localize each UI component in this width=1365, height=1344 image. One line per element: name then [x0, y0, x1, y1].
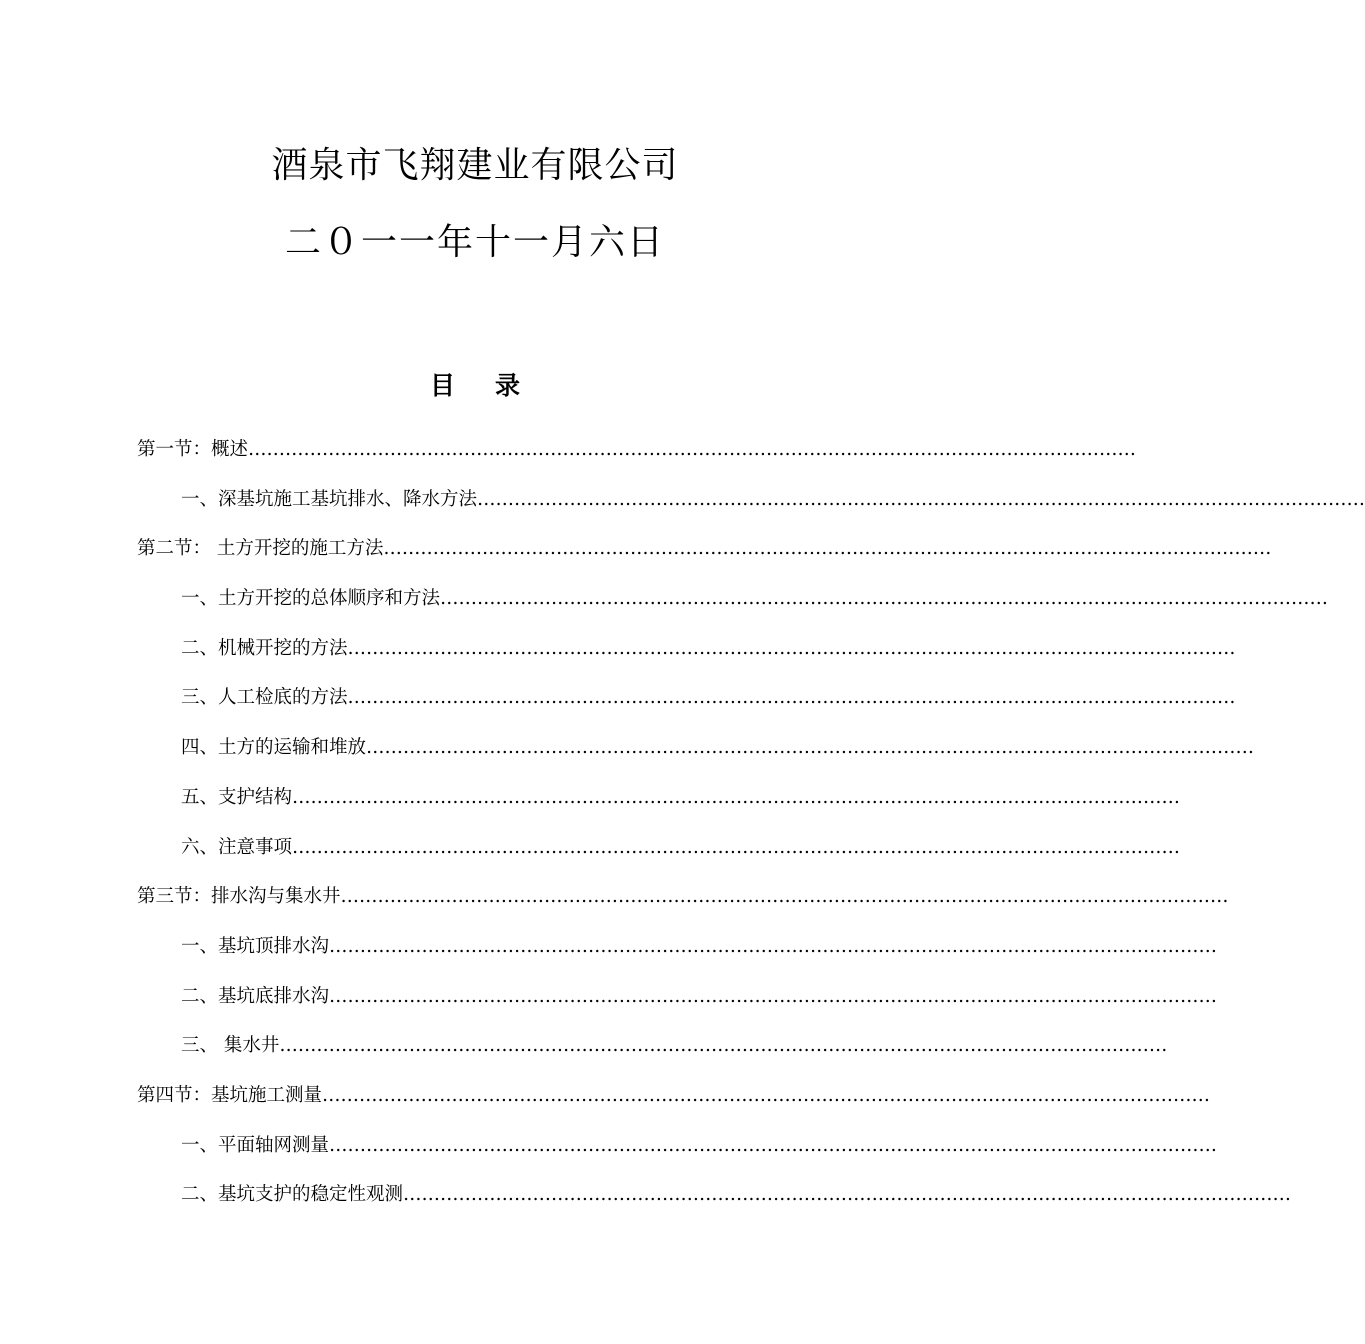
toc-entry-section-4[interactable]	[137, 1076, 1211, 1126]
toc-entry-subsection[interactable]	[137, 629, 1236, 679]
toc-leader-dots: ………………………………………………………………………………………………………………………………	[340, 886, 1229, 908]
toc-entry-subsection[interactable]	[137, 579, 1329, 629]
toc-entry-text: 第二节： 土方开挖的施工方法	[137, 538, 384, 560]
toc-entry-subsection[interactable]	[137, 828, 1181, 878]
toc-leader-dots: ………………………………………………………………………………………………………………………………	[292, 786, 1181, 808]
toc-entry-section-3[interactable]	[137, 877, 1229, 927]
toc-entry-subsection[interactable]	[137, 1026, 1168, 1076]
toc-entry-text: 一、基坑顶排水沟	[181, 935, 330, 957]
toc-entry-text: 二、基坑底排水沟	[181, 985, 330, 1007]
toc-leader-dots: ………………………………………………………………………………………………………………………………	[248, 439, 1137, 460]
toc-entry-text: 二、机械开挖的方法	[181, 637, 348, 659]
toc-entry-text: 第一节：概述	[137, 439, 249, 460]
toc-leader-dots: ………………………………………………………………………………………………………………………………	[366, 737, 1255, 759]
toc-leader-dots: ………………………………………………………………………………………………………………………………	[347, 637, 1236, 659]
toc-entry-text: 第四节：基坑施工测量	[137, 1084, 323, 1106]
toc-entry-subsection[interactable]	[137, 480, 1365, 530]
toc-entry-text: 五、支护结构	[181, 786, 293, 808]
toc-entry-text: 一、平面轴网测量	[181, 1134, 330, 1156]
toc-entry-section-2[interactable]	[137, 529, 1272, 579]
toc-leader-dots: ………………………………………………………………………………………………………………………………	[477, 488, 1365, 510]
toc-leader-dots: ………………………………………………………………………………………………………………………………	[383, 538, 1272, 560]
table-of-contents	[137, 430, 1365, 1225]
toc-entry-subsection[interactable]	[137, 1175, 1292, 1225]
toc-leader-dots: ………………………………………………………………………………………………………………………………	[403, 1184, 1292, 1206]
toc-leader-dots: ………………………………………………………………………………………………………………………………	[347, 687, 1236, 709]
toc-entry-text: 六、注意事项	[181, 836, 293, 858]
document-date: 二０一一年十一月六日	[284, 222, 665, 263]
toc-entry-text: 二、基坑支护的稳定性观测	[181, 1184, 404, 1206]
toc-entry-section-1[interactable]	[137, 430, 1137, 480]
toc-entry-text: 四、土方的运输和堆放	[181, 737, 367, 759]
toc-leader-dots: ………………………………………………………………………………………………………………………………	[329, 1134, 1218, 1156]
toc-entry-text: 三、人工检底的方法	[181, 687, 348, 709]
toc-leader-dots: ………………………………………………………………………………………………………………………………	[279, 1035, 1168, 1057]
toc-entry-subsection[interactable]	[137, 1126, 1218, 1176]
toc-entry-subsection[interactable]	[137, 778, 1181, 828]
toc-title: 目录	[429, 371, 560, 400]
toc-entry-subsection[interactable]	[137, 728, 1255, 778]
toc-entry-text: 一、土方开挖的总体顺序和方法	[181, 588, 441, 610]
toc-leader-dots: ………………………………………………………………………………………………………………………………	[292, 836, 1181, 858]
toc-entry-text: 第三节：排水沟与集水井	[137, 886, 341, 908]
toc-leader-dots: ………………………………………………………………………………………………………………………………	[322, 1084, 1211, 1106]
toc-leader-dots: ………………………………………………………………………………………………………………………………	[329, 985, 1218, 1007]
toc-leader-dots: ………………………………………………………………………………………………………………………………	[329, 935, 1218, 957]
toc-entry-subsection[interactable]	[137, 927, 1218, 977]
toc-leader-dots: ………………………………………………………………………………………………………………………………	[440, 588, 1329, 610]
toc-entry-subsection[interactable]	[137, 977, 1218, 1027]
toc-entry-subsection[interactable]	[137, 678, 1236, 728]
toc-entry-text: 三、 集水井	[181, 1035, 280, 1057]
toc-entry-text: 一、深基坑施工基坑排水、降水方法	[181, 488, 478, 510]
company-name: 酒泉市飞翔建业有限公司	[271, 145, 679, 186]
